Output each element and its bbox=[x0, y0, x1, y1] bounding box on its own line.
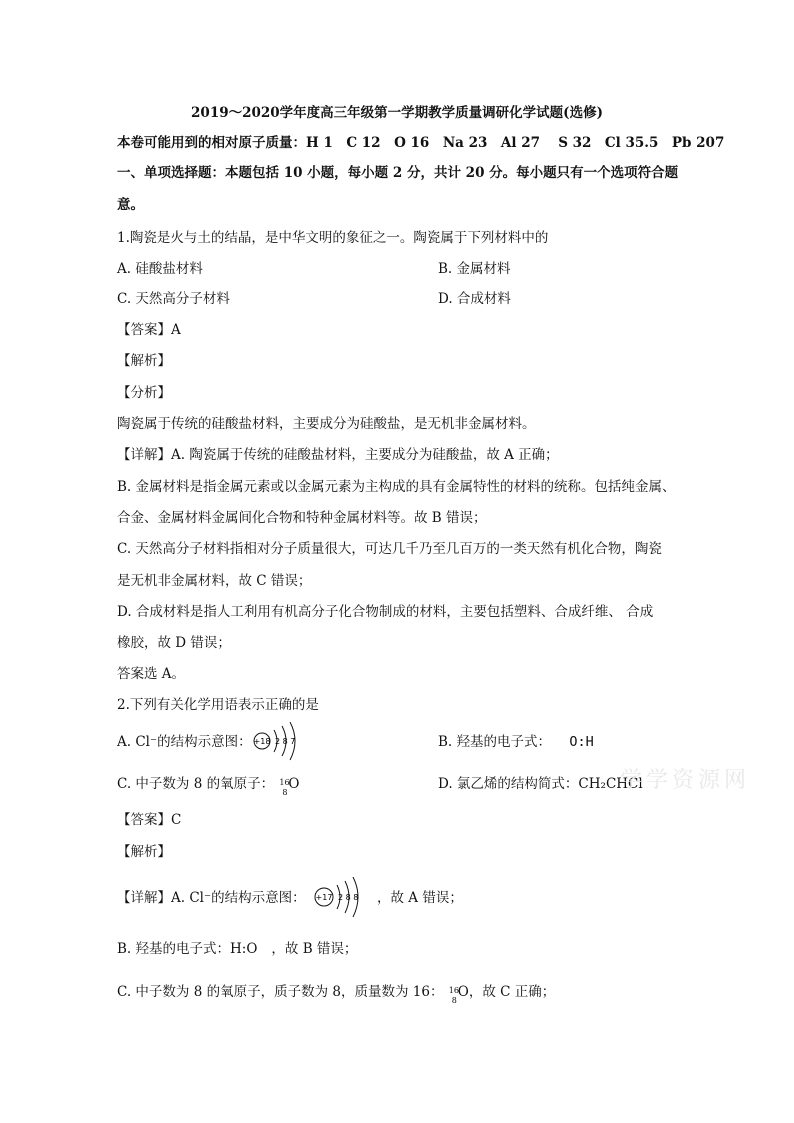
oxygen-isotope: 16 8 bbox=[448, 985, 459, 1005]
q2-option-b-label: B. 羟基的电子式： bbox=[438, 734, 552, 750]
q1-detail-d2: 橡胶，故 D 错误； bbox=[117, 635, 231, 651]
q2-option-c-label: C. 中子数为 8 的氧原子： bbox=[117, 776, 275, 792]
q2-option-c bbox=[117, 775, 300, 797]
q1-option-c: C. 天然高分子材料 bbox=[117, 291, 230, 307]
q1-detail-b1: B. 金属材料是指金属元素或以金属元素为主构成的具有金属特性的材料的统称。包括纯金属、 bbox=[117, 479, 676, 495]
q2-detail-c-tail: O，故 C 正确； bbox=[457, 984, 556, 1000]
cl-ion-correct-diagram bbox=[312, 877, 372, 919]
q1-final: 答案选 A。 bbox=[117, 666, 186, 682]
q2-detail-b-tail: ，故 B 错误； bbox=[271, 941, 358, 957]
q1-answer: 【答案】A bbox=[117, 322, 181, 338]
q1-option-a: A. 硅酸盐材料 bbox=[117, 261, 203, 277]
q2-detail-c bbox=[117, 983, 556, 1005]
q1-detail-a: 【详解】A. 陶瓷属于传统的硅酸盐材料，主要成分为硅酸盐，故 A 正确； bbox=[117, 447, 559, 463]
oxygen-symbol: O bbox=[288, 776, 300, 792]
atomic-mass-line: 本卷可能用到的相对原子质量：H 1 C 12 O 16 Na 23 Al 27 S 32 Cl 35.5 Pb 207 bbox=[117, 135, 725, 151]
q1-fenxi: 【分析】 bbox=[117, 385, 171, 401]
nucleus-charge: +17 bbox=[315, 893, 333, 902]
q1-option-d: D. 合成材料 bbox=[438, 291, 511, 307]
page-title: 2019～2020学年度高三年级第一学期教学质量调研化学试题(选修) bbox=[191, 105, 603, 121]
shell-electrons: 2 8 8 bbox=[338, 893, 359, 902]
q2-jiexi: 【解析】 bbox=[117, 844, 171, 860]
q1-stem: 1.陶瓷是火与土的结晶，是中华文明的象征之一。陶瓷属于下列材料中的 bbox=[117, 230, 549, 246]
q2-detail-a-label: 【详解】A. Cl⁻的结构示意图： bbox=[117, 890, 306, 906]
q2-detail-a bbox=[117, 889, 306, 907]
q1-analysis: 陶瓷属于传统的硅酸盐材料，主要成分为硅酸盐，是无机非金属材料。 bbox=[117, 416, 536, 432]
hydroxyl-electron-formula: O:H bbox=[569, 734, 594, 750]
q1-jiexi: 【解析】 bbox=[117, 353, 171, 369]
q2-detail-a-tail: ，故 A 错误； bbox=[377, 890, 463, 906]
q2-option-d: D. 氯乙烯的结构简式：CH₂CHCl bbox=[438, 776, 643, 792]
q2-detail-b-label: B. 羟基的电子式：H:O bbox=[117, 941, 258, 957]
cl-ion-structure-diagram bbox=[252, 722, 306, 762]
section-heading-cont: 意。 bbox=[117, 197, 144, 213]
oxygen-isotope: 16 8 bbox=[279, 777, 290, 797]
q2-detail-c-label: C. 中子数为 8 的氧原子，质子数为 8，质量数为 16： bbox=[117, 984, 444, 1000]
q1-detail-c2: 是无机非金属材料，故 C 错误； bbox=[117, 573, 312, 589]
shell-electrons: 2 8 7 bbox=[275, 737, 296, 746]
q2-answer: 【答案】C bbox=[117, 812, 182, 828]
q2-option-b bbox=[438, 733, 594, 751]
q1-detail-b2: 合金、金属材料金属间化合物和特种金属材料等。故 B 错误； bbox=[117, 510, 487, 526]
q2-stem: 2.下列有关化学用语表示正确的是 bbox=[117, 697, 319, 713]
q2-detail-b bbox=[117, 940, 357, 958]
q2-option-a-label: A. Cl⁻的结构示意图： bbox=[117, 734, 252, 750]
q2-option-a bbox=[117, 733, 252, 751]
q1-detail-d1: D. 合成材料是指人工利用有机高分子化合物制成的材料，主要包括塑料、合成纤维、 合成 bbox=[117, 604, 654, 620]
q1-detail-c1: C. 天然高分子材料指相对分子质量很大，可达几千乃至几百万的一类天然有机化合物，陶瓷 bbox=[117, 541, 662, 557]
section-heading: 一、单项选择题：本题包括 10 小题，每小题 2 分，共计 20 分。每小题只有一个选项符合题 bbox=[117, 165, 679, 181]
nucleus-charge: +18 bbox=[253, 737, 271, 746]
q1-option-b: B. 金属材料 bbox=[438, 261, 511, 277]
watermark: 学学资源网 bbox=[620, 768, 751, 793]
